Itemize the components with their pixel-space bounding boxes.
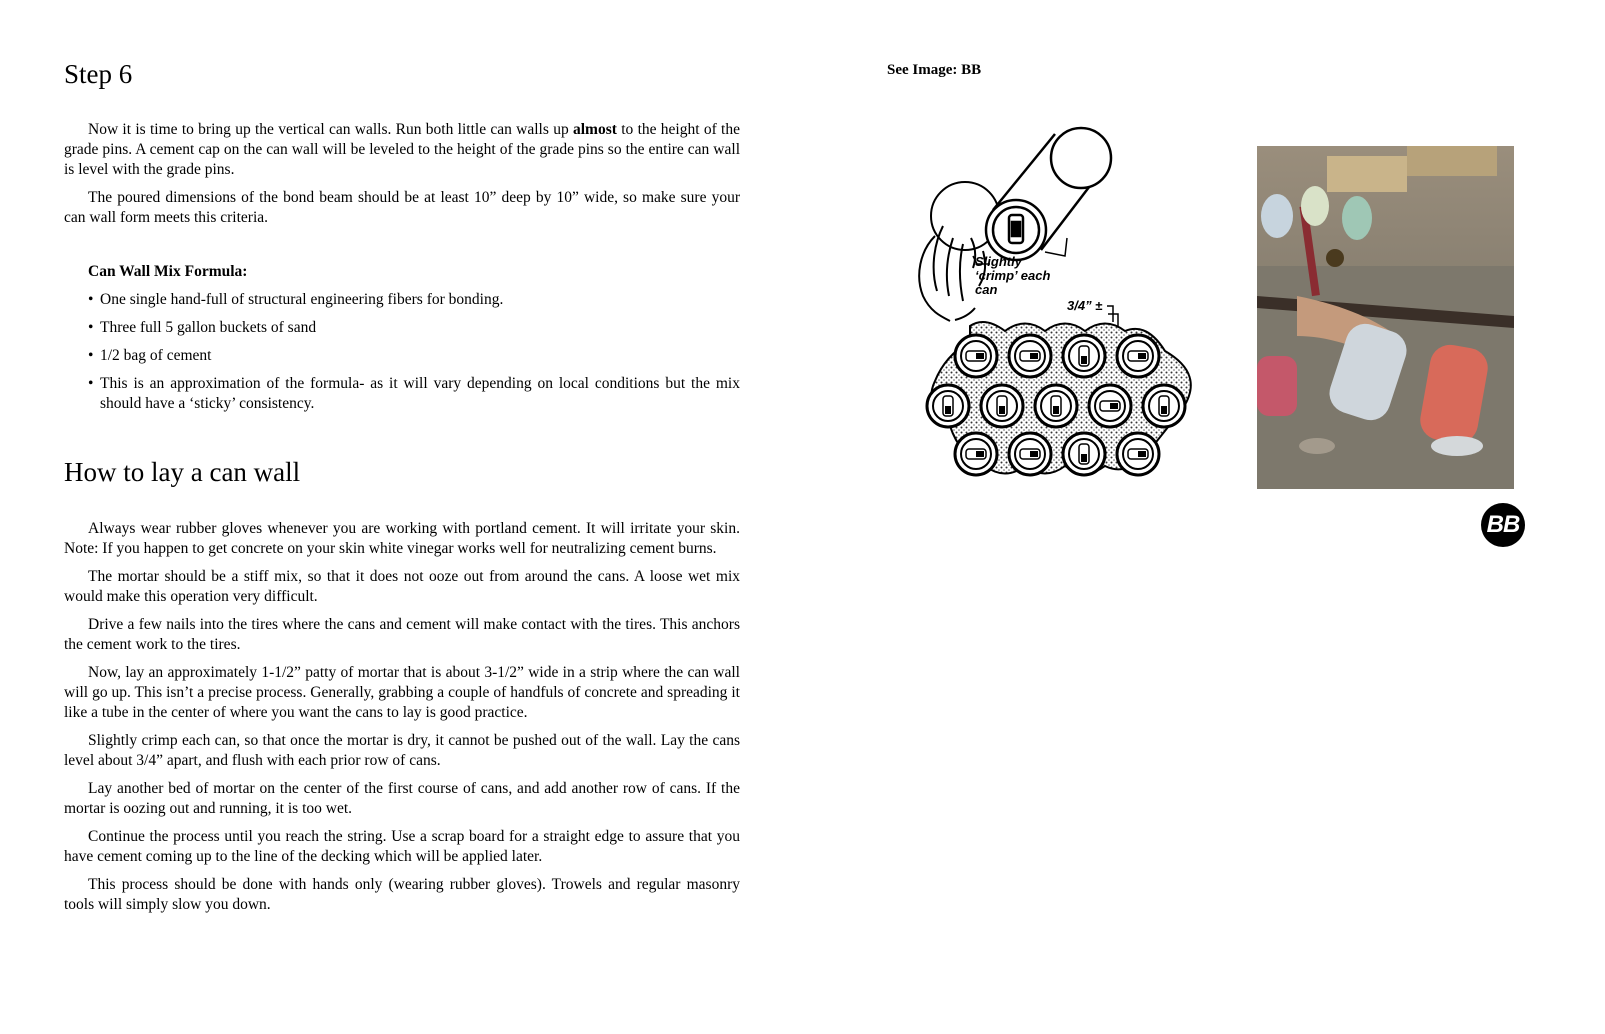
can-end [1009,335,1051,377]
can-end [1089,385,1131,427]
section-paragraph: Now, lay an approximately 1-1/2” patty of mortar that is about 3-1/2” wide in a strip where the can wall will go up. This isn’t a precise process. Generally, grabbing a couple of handfuls of concrete and spreading it like a tube in the center of where you want the cans to lay is good practice. [64,663,740,721]
spacing-label: 3/4” ± [1067,298,1103,313]
can-end [1035,385,1077,427]
section-paragraph: Always wear rubber gloves whenever you are working with portland cement. It will irritate your skin. Note: If you happen to get concrete on your skin white vinegar works well for neutralizing cement burns. [64,519,740,557]
bullet-icon: • [88,375,94,393]
bullet-icon: • [88,347,94,365]
section-paragraph: The mortar should be a stiff mix, so that it does not ooze out from around the cans. A loose wet mix would make this operation very difficult. [64,567,740,605]
section-paragraph: Drive a few nails into the tires where the cans and cement will make contact with the tires. This anchors the cement work to the tires. [64,615,740,653]
can-end [955,335,997,377]
step-paragraph-2: The poured dimensions of the bond beam should be at least 10” deep by 10” wide, so make sure your can wall form meets this criteria. [64,189,740,227]
section-paragraph: Continue the process until you reach the string. Use a scrap board for a straight edge to assure that you have cement coming up to the line of the decking which will be applied later. [64,827,740,865]
can-end [1009,433,1051,475]
section-paragraph: This process should be done with hands only (wearing rubber gloves). Trowels and regular masonry tools will simply slow you down. [64,875,740,913]
step-title: Step 6 [64,59,133,89]
mix-heading: Can Wall Mix Formula: [88,263,248,281]
list-item: • Three full 5 gallon buckets of sand [88,319,317,337]
section-title: How to lay a can wall [64,457,301,488]
can-end [1117,335,1159,377]
left-column [64,58,740,923]
bb-badge: BB [1481,503,1525,547]
section-paragraph: Slightly crimp each can, so that once the mortar is dry, it cannot be pushed out of the wall. Lay the cans level about 3/4” apart, and flush with each prior row of cans. [64,731,740,769]
can-end [1117,433,1159,475]
can-wall-photo [1257,146,1514,489]
mix-list [88,290,740,414]
can-end [927,385,969,427]
can-end [955,433,997,475]
list-item: • One single hand-full of structural engineering fibers for bonding. [88,291,504,309]
crimp-annotation-line-3: can [975,282,998,297]
can-end [981,385,1023,427]
crimp-annotation-line-1: Slightly [975,254,1022,269]
can-wall-diagram [915,126,1235,496]
can-end [1063,433,1105,475]
list-item: • 1/2 bag of cement [88,347,212,365]
see-image-label: See Image: BB [887,62,982,78]
step-paragraph-1: Now it is time to bring up the vertical can walls. Run both little can walls up almost to the height of the grade pins. A cement cap on the can wall will be leveled to the height of the grade pins so the entire can wall is level with the grade pins. [64,121,740,179]
bullet-icon: • [88,291,94,309]
list-item: • This is an approximation of the formula- as it will vary depending on local conditions but the mix should have a ‘sticky’ consistency. [88,375,740,413]
section-paragraph: Lay another bed of mortar on the center of the first course of cans, and add another row of cans. If the mortar is oozing out and running, it is too wet. [64,779,740,817]
bullet-icon: • [88,319,94,337]
hand-crimp-illustration [919,182,999,321]
can-end [1143,385,1185,427]
crimp-annotation-line-2: ‘crimp’ each [975,268,1051,283]
can-end [1063,335,1105,377]
